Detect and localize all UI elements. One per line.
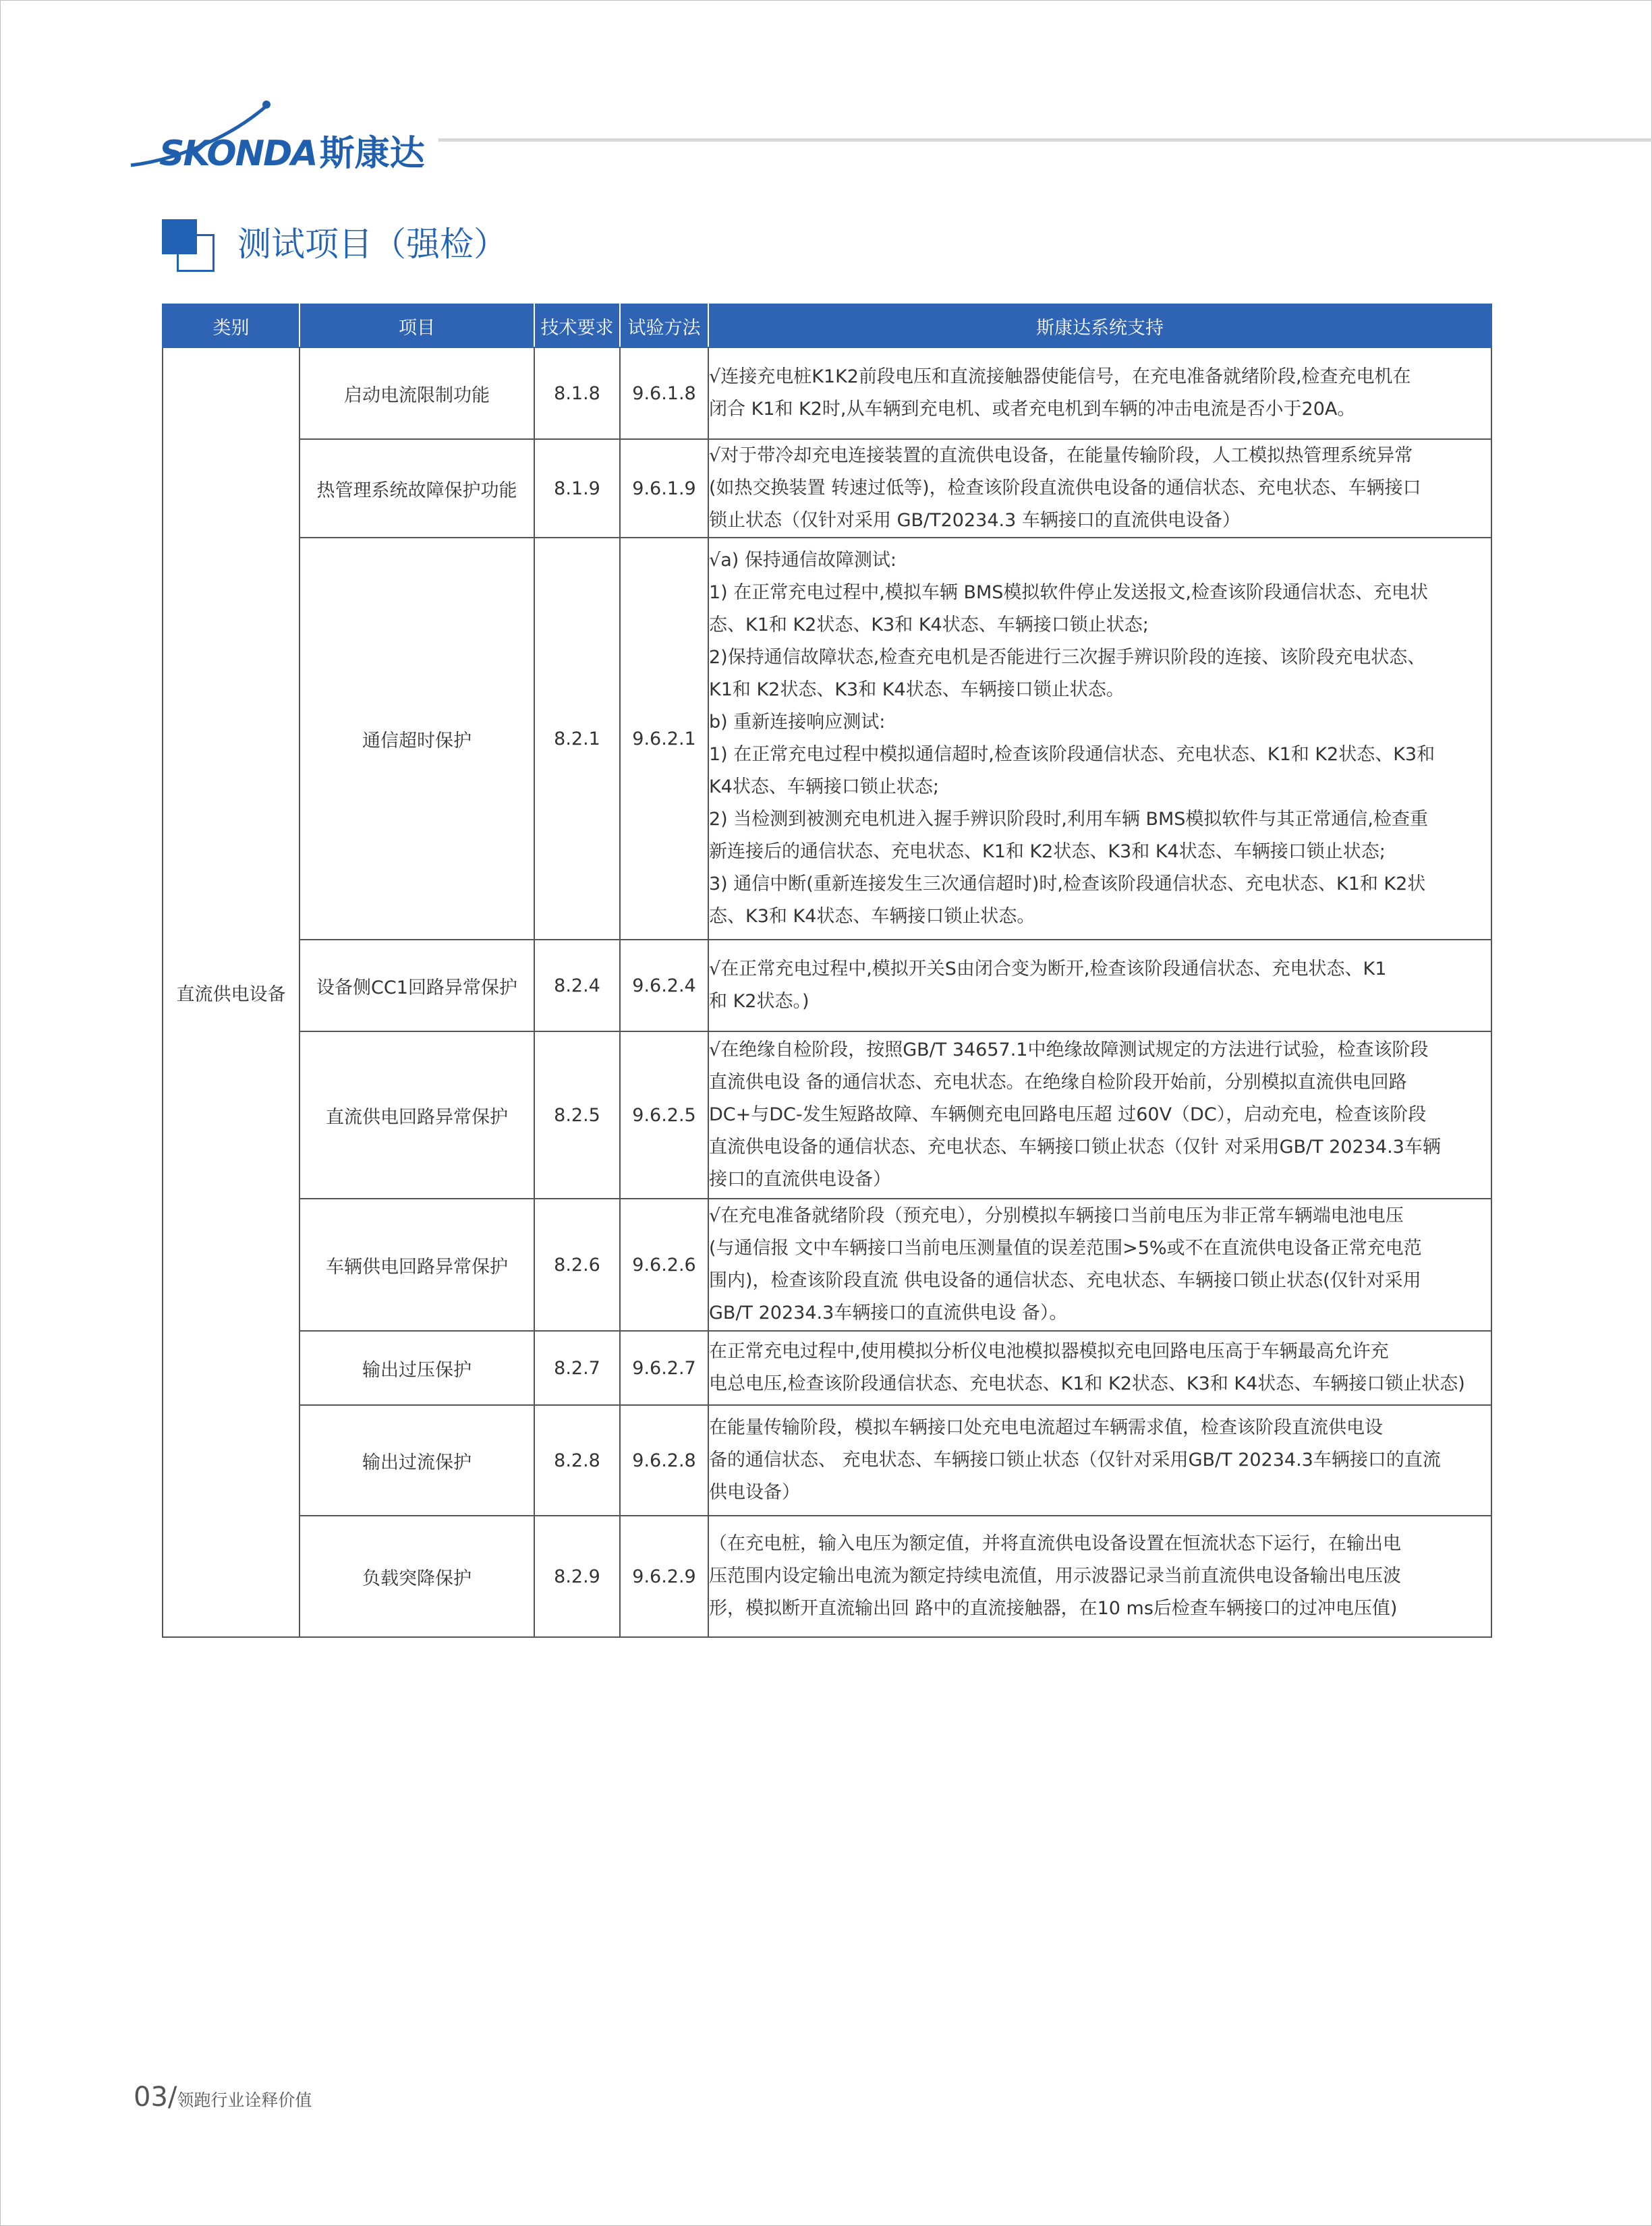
requirement-cell: 8.2.9 xyxy=(534,1516,620,1637)
header-category: 类别 xyxy=(163,304,300,347)
support-line: 在能量传输阶段，模拟车辆接口处充电电流超过车辆需求值，检查该阶段直流供电设 xyxy=(709,1417,1383,1438)
logo-wordmark xyxy=(159,125,425,175)
method-cell: 9.6.2.7 xyxy=(620,1331,708,1405)
support-cell xyxy=(708,1199,1491,1331)
support-line: 新连接后的通信状态、充电状态、K1和 K2状态、K3和 K4状态、车辆接口锁止状态; xyxy=(709,841,1386,862)
support-line: 2) 当检测到被测充电机进入握手辨识阶段时,利用车辆 BMS模拟软件与其正常通信,检查重 xyxy=(709,809,1428,830)
requirement-cell: 8.2.7 xyxy=(534,1331,620,1405)
support-cell xyxy=(708,940,1491,1031)
support-line: 备的通信状态、 充电状态、车辆接口锁止状态（仅针对采用GB/T 20234.3车辆接口的直流 xyxy=(709,1450,1441,1471)
support-line: (与通信报 文中车辆接口当前电压测量值的误差范围>5%或不在直流供电设备正常充电范 xyxy=(709,1238,1422,1259)
header-support: 斯康达系统支持 xyxy=(708,304,1491,347)
support-cell xyxy=(708,347,1491,439)
item-cell: 启动电流限制功能 xyxy=(300,347,534,439)
support-line: （在充电桩，输入电压为额定值，并将直流供电设备设置在恒流状态下运行，在输出电 xyxy=(709,1533,1401,1554)
table-row xyxy=(163,439,1491,538)
item-cell: 设备侧CC1回路异常保护 xyxy=(300,940,534,1031)
table-row xyxy=(163,538,1491,940)
support-line: 直流供电设备的通信状态、充电状态、车辆接口锁止状态（仅针 对采用GB/T 20234.3车辆 xyxy=(709,1137,1441,1158)
category-cell: 直流供电设备 xyxy=(163,347,300,1637)
support-line: 围内)，检查该阶段直流 供电设备的通信状态、充电状态、车辆接口锁止状态(仅针对采用 xyxy=(709,1270,1421,1291)
table-row xyxy=(163,940,1491,1031)
support-line: √连接充电桩K1K2前段电压和直流接触器使能信号，在充电准备就绪阶段,检查充电机在 xyxy=(709,366,1411,387)
support-line: 锁止状态（仅针对采用 GB/T20234.3 车辆接口的直流供电设备） xyxy=(709,510,1241,531)
table-row xyxy=(163,1331,1491,1405)
requirement-cell: 8.2.6 xyxy=(534,1199,620,1331)
item-cell: 通信超时保护 xyxy=(300,538,534,940)
item-cell: 热管理系统故障保护功能 xyxy=(300,439,534,538)
header-rule xyxy=(438,138,1652,142)
support-line: 3) 通信中断(重新连接发生三次通信超时)时,检查该阶段通信状态、充电状态、K1和 K2状 xyxy=(709,874,1426,894)
item-cell: 直流供电回路异常保护 xyxy=(300,1031,534,1199)
requirement-cell: 8.1.9 xyxy=(534,439,620,538)
support-line: 电总电压,检查该阶段通信状态、充电状态、K1和 K2状态、K3和 K4状态、车辆接口锁止状态) xyxy=(709,1373,1465,1394)
method-cell: 9.6.2.8 xyxy=(620,1405,708,1516)
support-line: 1) 在正常充电过程中,模拟车辆 BMS模拟软件停止发送报文,检查该阶段通信状态、充电状 xyxy=(709,582,1428,603)
table-row xyxy=(163,1199,1491,1331)
support-line: DC+与DC-发生短路故障、车辆侧充电回路电压超 过60V（DC），启动充电，检查该阶段 xyxy=(709,1104,1427,1125)
method-cell: 9.6.2.5 xyxy=(620,1031,708,1199)
support-cell xyxy=(708,1031,1491,1199)
requirement-cell: 8.2.8 xyxy=(534,1405,620,1516)
support-line: 2)保持通信故障状态,检查充电机是否能进行三次握手辨识阶段的连接、该阶段充电状态、 xyxy=(709,647,1426,668)
support-line: √在充电准备就绪阶段（预充电），分别模拟车辆接口当前电压为非正常车辆端电池电压 xyxy=(709,1205,1404,1226)
support-line: √在绝缘自检阶段，按照GB/T 34657.1中绝缘故障测试规定的方法进行试验，检查该阶段 xyxy=(709,1039,1429,1060)
logo-cn: 斯康达 xyxy=(319,134,425,174)
table-row xyxy=(163,1031,1491,1199)
header-requirement: 技术要求 xyxy=(534,304,620,347)
table-row xyxy=(163,347,1491,439)
support-cell xyxy=(708,538,1491,940)
method-cell: 9.6.2.1 xyxy=(620,538,708,940)
support-line: √a) 保持通信故障测试: xyxy=(709,550,896,571)
table-row xyxy=(163,1405,1491,1516)
support-cell xyxy=(708,439,1491,538)
support-line: 和 K2状态。) xyxy=(709,991,809,1012)
support-line: (如热交换装置 转速过低等)，检查该阶段直流供电设备的通信状态、充电状态、车辆接口 xyxy=(709,478,1421,498)
support-line: 态、K3和 K4状态、车辆接口锁止状态。 xyxy=(709,906,1035,927)
item-cell: 负载突降保护 xyxy=(300,1516,534,1637)
support-line: 在正常充电过程中,使用模拟分析仪电池模拟器模拟充电回路电压高于车辆最高允许充 xyxy=(709,1341,1389,1362)
item-cell: 输出过流保护 xyxy=(300,1405,534,1516)
test-items-table xyxy=(162,304,1492,1638)
page-number: 03 xyxy=(134,2082,168,2113)
section-square-icon xyxy=(162,219,215,272)
support-cell xyxy=(708,1331,1491,1405)
page-footer xyxy=(134,2082,312,2113)
company-logo xyxy=(128,98,425,174)
requirement-cell: 8.1.8 xyxy=(534,347,620,439)
support-line: 压范围内设定输出电流为额定持续电流值，用示波器记录当前直流供电设备输出电压波 xyxy=(709,1566,1401,1587)
method-cell: 9.6.2.9 xyxy=(620,1516,708,1637)
support-line: 供电设备） xyxy=(709,1482,800,1503)
footer-slogan: 领跑行业诠释价值 xyxy=(177,2090,312,2110)
support-line: K1和 K2状态、K3和 K4状态、车辆接口锁止状态。 xyxy=(709,679,1124,700)
requirement-cell: 8.2.4 xyxy=(534,940,620,1031)
table-header-row xyxy=(163,304,1491,347)
support-line: 闭合 K1和 K2时,从车辆到充电机、或者充电机到车辆的冲击电流是否小于20A。 xyxy=(709,399,1356,420)
support-line: √在正常充电过程中,模拟开关S由闭合变为断开,检查该阶段通信状态、充电状态、K1 xyxy=(709,959,1387,979)
item-cell: 车辆供电回路异常保护 xyxy=(300,1199,534,1331)
method-cell: 9.6.1.8 xyxy=(620,347,708,439)
support-line: 态、K1和 K2状态、K3和 K4状态、车辆接口锁止状态; xyxy=(709,615,1149,635)
table-row xyxy=(163,1516,1491,1637)
support-line: 1) 在正常充电过程中模拟通信超时,检查该阶段通信状态、充电状态、K1和 K2状态、K3和 xyxy=(709,744,1435,765)
support-cell xyxy=(708,1516,1491,1637)
support-line: 接口的直流供电设备） xyxy=(709,1169,891,1190)
support-line: GB/T 20234.3车辆接口的直流供电设 备）。 xyxy=(709,1303,1068,1323)
method-cell: 9.6.2.4 xyxy=(620,940,708,1031)
section-title: 测试项目（强检） xyxy=(237,225,507,264)
support-line: K4状态、车辆接口锁止状态; xyxy=(709,776,939,797)
requirement-cell: 8.2.1 xyxy=(534,538,620,940)
method-cell: 9.6.2.6 xyxy=(620,1199,708,1331)
support-line: √对于带冷却充电连接装置的直流供电设备，在能量传输阶段，人工模拟热管理系统异常 xyxy=(709,445,1413,466)
support-line: b) 重新连接响应测试: xyxy=(709,712,886,733)
support-line: 形，模拟断开直流输出回 路中的直流接触器，在10 ms后检查车辆接口的过冲电压值) xyxy=(709,1598,1398,1619)
header-item: 项目 xyxy=(300,304,534,347)
support-cell xyxy=(708,1405,1491,1516)
footer-separator: / xyxy=(167,2082,177,2113)
support-line: 直流供电设 备的通信状态、充电状态。在绝缘自检阶段开始前，分别模拟直流供电回路 xyxy=(709,1072,1407,1093)
header-method: 试验方法 xyxy=(620,304,708,347)
method-cell: 9.6.1.9 xyxy=(620,439,708,538)
requirement-cell: 8.2.5 xyxy=(534,1031,620,1199)
logo-text: SKONDA xyxy=(159,134,317,174)
item-cell: 输出过压保护 xyxy=(300,1331,534,1405)
